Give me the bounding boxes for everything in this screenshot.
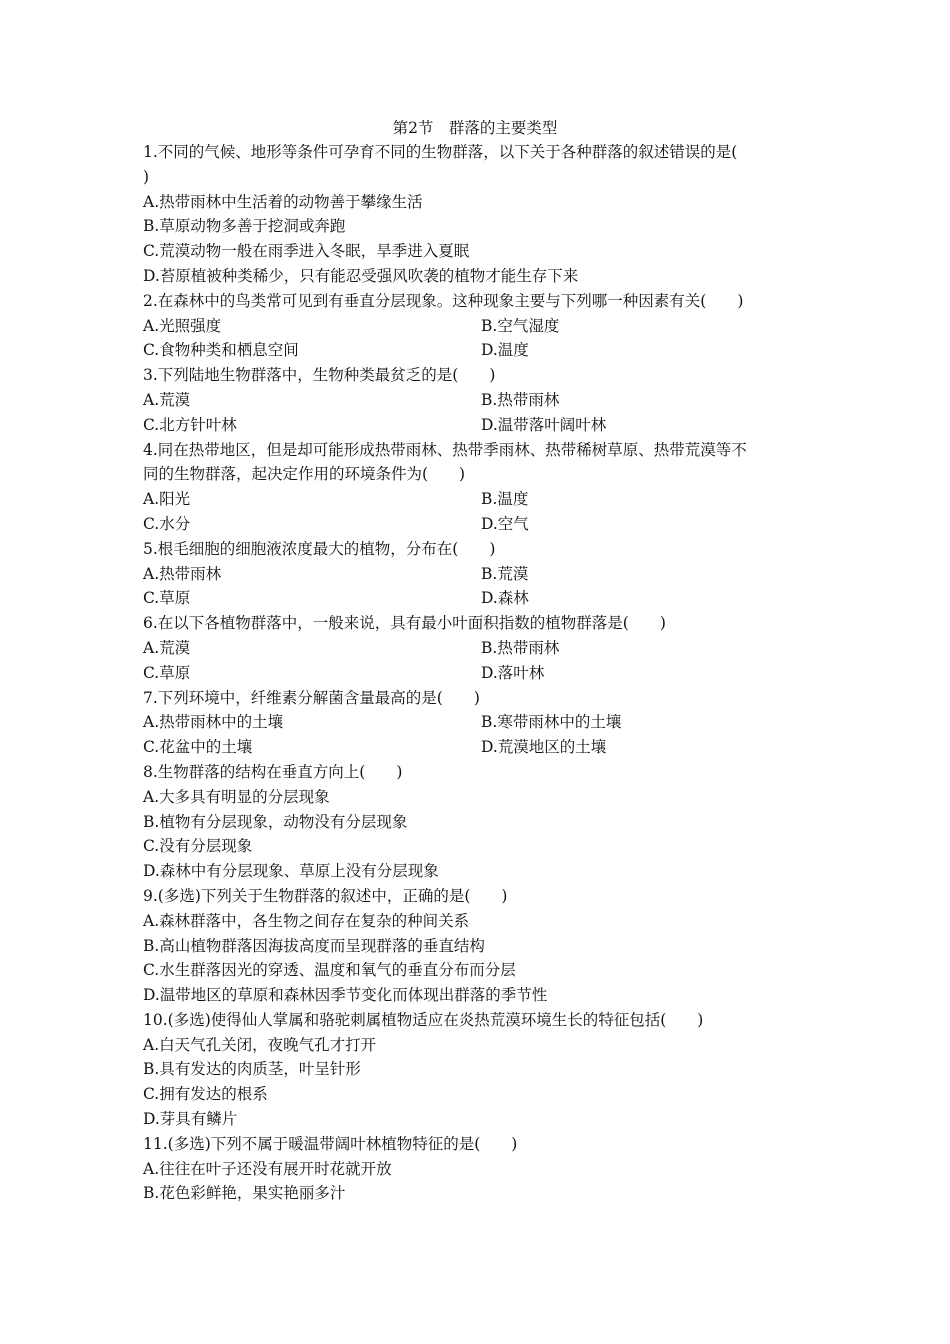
- question-5-option-d: D.森林: [481, 589, 529, 608]
- question-7-stem: 7.下列环境中，纤维素分解菌含量最高的是( ): [143, 688, 480, 707]
- question-2-options-row-2: [143, 338, 803, 363]
- question-list: [143, 140, 803, 1206]
- question-7-options-row-1: [143, 710, 803, 735]
- question-5-stem: 5.根毛细胞的细胞液浓度最大的植物，分布在( ): [143, 539, 496, 558]
- question-8-option-c: C.没有分层现象: [143, 837, 253, 856]
- question-9-option-c: C.水生群落因光的穿透、温度和氧气的垂直分布而分层: [143, 961, 516, 980]
- question-4-options-row-2: [143, 512, 803, 537]
- question-3-options-row-1: [143, 388, 803, 413]
- question-5-option-b: B.荒漠: [481, 564, 529, 583]
- question-10-option-d: D.芽具有鳞片: [143, 1110, 238, 1129]
- question-7-option-d: D.荒漠地区的土壤: [481, 738, 607, 757]
- question-7-option-c: C.花盆中的土壤: [143, 738, 253, 757]
- question-4-option-b: B.温度: [481, 490, 529, 509]
- question-3-option-d: D.温带落叶阔叶林: [481, 415, 607, 434]
- question-7-options-row-2: [143, 735, 803, 760]
- page-title: 第2节 群落的主要类型: [392, 119, 558, 137]
- question-11-stem: 11.(多选)下列不属于暖温带阔叶林植物特征的是( ): [143, 1134, 518, 1153]
- question-3-options-row-2: [143, 413, 803, 438]
- question-11-option-a: A.往往在叶子还没有展开时花就开放: [143, 1159, 392, 1178]
- question-5-options-row-2: [143, 586, 803, 611]
- question-1-option-a: A.热带雨林中生活着的动物善于攀缘生活: [143, 192, 423, 211]
- question-2-option-a: A.光照强度: [143, 316, 222, 335]
- question-6-option-b: B.热带雨林: [481, 638, 560, 657]
- question-6-options-row-1: [143, 636, 803, 661]
- question-10-option-c: C.拥有发达的根系: [143, 1085, 268, 1104]
- question-9-stem: 9.(多选)下列关于生物群落的叙述中，正确的是( ): [143, 886, 508, 905]
- question-7-option-a: A.热带雨林中的土壤: [143, 713, 284, 732]
- question-3-option-a: A.荒漠: [143, 390, 191, 409]
- question-5-option-a: A.热带雨林: [143, 564, 222, 583]
- question-10-option-b: B.具有发达的肉质茎，叶呈针形: [143, 1060, 361, 1079]
- question-4-option-a: A.阳光: [143, 490, 191, 509]
- question-9-option-b: B.高山植物群落因海拔高度而呈现群落的垂直结构: [143, 936, 485, 955]
- question-3-stem: 3.下列陆地生物群落中，生物种类最贫乏的是( ): [143, 366, 496, 385]
- question-9-option-d: D.温带地区的草原和森林因季节变化而体现出群落的季节性: [143, 986, 548, 1005]
- question-6-stem: 6.在以下各植物群落中，一般来说，具有最小叶面积指数的植物群落是( ): [143, 614, 666, 633]
- question-2-option-b: B.空气湿度: [481, 316, 560, 335]
- question-6-option-d: D.落叶林: [481, 663, 545, 682]
- question-1-option-c: C.荒漠动物一般在雨季进入冬眠，旱季进入夏眠: [143, 242, 470, 261]
- question-1-option-b: B.草原动物多善于挖洞或奔跑: [143, 217, 346, 236]
- question-5-option-c: C.草原: [143, 589, 191, 608]
- question-8-stem: 8.生物群落的结构在垂直方向上( ): [143, 762, 403, 781]
- question-6-option-a: A.荒漠: [143, 638, 191, 657]
- question-2-option-c: C.食物种类和栖息空间: [143, 341, 299, 360]
- question-8-option-b: B.植物有分层现象，动物没有分层现象: [143, 812, 408, 831]
- question-6-options-row-2: [143, 661, 803, 686]
- question-4-options-row-1: [143, 487, 803, 512]
- question-10-option-a: A.白天气孔关闭，夜晚气孔才打开: [143, 1035, 377, 1054]
- question-1-stem-end: ): [143, 167, 150, 186]
- question-10-stem: 10.(多选)使得仙人掌属和骆驼刺属植物适应在炎热荒漠环境生长的特征包括( ): [143, 1010, 704, 1029]
- question-4-stem-line-1: 4.同在热带地区，但是却可能形成热带雨林、热带季雨林、热带稀树草原、热带荒漠等不: [143, 440, 747, 459]
- question-2-options-row-1: [143, 314, 803, 339]
- question-4-option-d: D.空气: [481, 514, 529, 533]
- question-1-stem: 1.不同的气候、地形等条件可孕育不同的生物群落，以下关于各种群落的叙述错误的是(: [143, 143, 738, 161]
- question-1-option-d: D.苔原植被种类稀少，只有能忍受强风吹袭的植物才能生存下来: [143, 266, 579, 285]
- question-3-option-c: C.北方针叶林: [143, 415, 237, 434]
- question-4-stem-line-2: 同的生物群落，起决定作用的环境条件为( ): [143, 465, 466, 484]
- question-7-option-b: B.寒带雨林中的土壤: [481, 713, 622, 732]
- question-4-option-c: C.水分: [143, 514, 191, 533]
- question-5-options-row-1: [143, 562, 803, 587]
- question-8-option-a: A.大多具有明显的分层现象: [143, 787, 330, 806]
- question-3-option-b: B.热带雨林: [481, 390, 560, 409]
- question-11-option-b: B.花色彩鲜艳，果实艳丽多汁: [143, 1184, 346, 1203]
- question-2-stem: 2.在森林中的鸟类常可见到有垂直分层现象。这种现象主要与下列哪一种因素有关( ): [143, 291, 744, 310]
- question-6-option-c: C.草原: [143, 663, 191, 682]
- question-2-option-d: D.温度: [481, 341, 529, 360]
- question-9-option-a: A.森林群落中，各生物之间存在复杂的种间关系: [143, 911, 470, 930]
- question-8-option-d: D.森林中有分层现象、草原上没有分层现象: [143, 862, 439, 881]
